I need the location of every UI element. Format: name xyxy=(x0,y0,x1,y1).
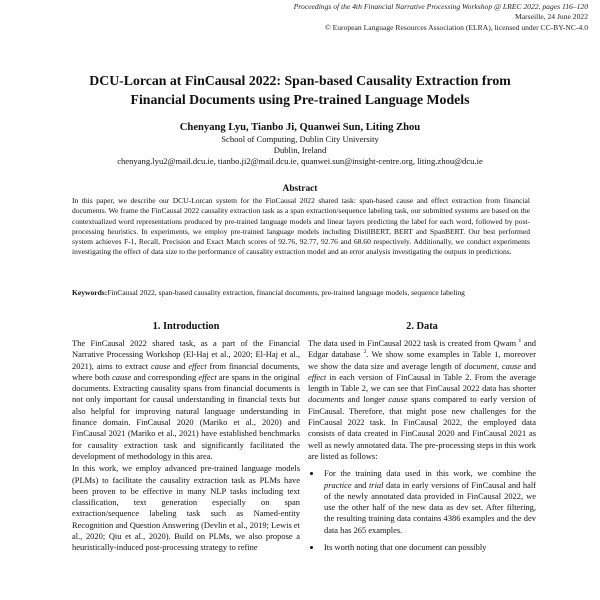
abstract-heading: Abstract xyxy=(282,184,318,194)
affiliation xyxy=(40,134,560,168)
section-heading-data: 2. Data xyxy=(406,321,438,332)
left-column xyxy=(72,318,300,554)
preprocessing-list xyxy=(308,468,536,553)
footnote-marker-2: 2 xyxy=(363,349,367,356)
proceedings-line: Proceedings of the 4th Financial Narrative Processing Workshop @ LREC 2022, pages 116–120 xyxy=(293,2,588,11)
list-item: • For the training data used in this work, we combine the practice and trial data in early versions of FinCausal and half of the newly annotated data provided in FinCausal 2022, we use the other half of the new data as dev set. After filtering, the resulting training data contains 4386 examples and the dev data has 265 examples. xyxy=(322,468,536,536)
affiliation-line-2: Dublin, Ireland xyxy=(273,145,327,156)
intro-paragraph-2: In this work, we employ advanced pre-trained language models (PLMs) to facilitate the causality extraction task as PLMs have been proven to be effective in many NLP tasks including text classification, text generation especially on span extraction/sequence labeling task such as Named-entity Recognition and Question Answering (Devlin et al., 2019; Lewis et al., 2020; Qiu et al., 2020). Build on PLMs, we also propose a heuristically-induced post-processing strategy to refine xyxy=(72,463,300,553)
section-heading-introduction: 1. Introduction xyxy=(152,321,220,332)
copyright-line: © European Language Resources Association (ELRA), licensed under CC-BY-NC-4.0 xyxy=(324,22,588,32)
affiliation-line-1: School of Computing, Dublin City University xyxy=(221,134,379,144)
title-line-1: DCU-Lorcan at FinCausal 2022: Span-based Causality Extraction from xyxy=(89,73,511,88)
right-column xyxy=(308,318,536,559)
author-list: Chenyang Lyu, Tianbo Ji, Quanwei Sun, Liting Zhou xyxy=(179,122,421,133)
paper-title xyxy=(40,71,560,109)
abstract-text: In this paper, we describe our DCU-Lorcan system for the FinCausal 2022 shared task: span-based cause and effect extraction from financial documents. We frame the FinCausal 2022 causality extraction task as a span extraction/sequence labeling task, our submitted systems are based on the contextualized word representations produced by pre-trained language models and linear layers predicting the label for each word, followed by post-processing heuristics. In experiments, we employ pre-trained language models including DistilBERT, BERT and SpanBERT. Our best performed system achieves F-1, Recall, Precision and Exact Match scores of 92.76, 92.77, 92.76 and 68.60 respectively. Additionally, we conduct experiments investigating the effect of data size to the performance of causality extraction model and an error analysis investigating the outputs in predictions. xyxy=(72,196,530,257)
data-paragraph-1: The data used in FinCausal 2022 task is created from Qwam $^1$ and Edgar database $^2$. We show some examples in Table 1, moreover we show the data size and average length of document, cause and effect in each version of FinCausal in Table 2. From the average length in Table 2, we can see that FinCausal 2022 data has shorter documents and longer cause spans compared to early version of FinCausal. Therefore, that might pose new challenges for the FinCausal 2022 task. In FinCausal 2022, the employed data consists of data created in FinCausal 2020 and FinCausal 2021 as well as newly annotated data. The pre-processing steps in this work are listed as follows: xyxy=(308,338,537,461)
author-emails: chenyang.lyu2@mail.dcu.ie, tianbo.ji2@mail.dcu.ie, quanwei.sun@insight-centre.org, liting.zhou@dcu.ie xyxy=(117,156,483,167)
keywords-text: FinCausal 2022, span-based causality extraction, financial documents, pre-trained language models, sequence labeling xyxy=(107,288,465,297)
keywords-label: Keywords: xyxy=(72,288,108,297)
proceedings-header xyxy=(228,2,588,33)
list-item: • Its worth noting that one document can possibly xyxy=(322,542,536,553)
location-line: Marseille, 24 June 2022 xyxy=(515,12,588,22)
keywords xyxy=(72,288,530,298)
title-line-2: Financial Documents using Pre-trained Language Models xyxy=(130,92,470,107)
intro-paragraph-1: The FinCausal 2022 shared task, as a part of the Financial Narrative Processing Workshop (El-Haj et al., 2020; El-Haj et al., 2021), aims to extract cause and effect from financial documents, where both cause and corresponding effect are spans in the original documents. Extracting causality spans from financial documents is not only important for causal understanding in financial texts but also helpful for improving natural language understanding in finance domain. FinCausal 2020 (Mariko et al., 2020) and FinCausal 2021 (Mariko et al., 2021) have established benchmarks for causality extraction task and significantly facilitated the development of methodology in this area. xyxy=(72,338,300,461)
footnote-marker-1: 1 xyxy=(518,338,522,345)
